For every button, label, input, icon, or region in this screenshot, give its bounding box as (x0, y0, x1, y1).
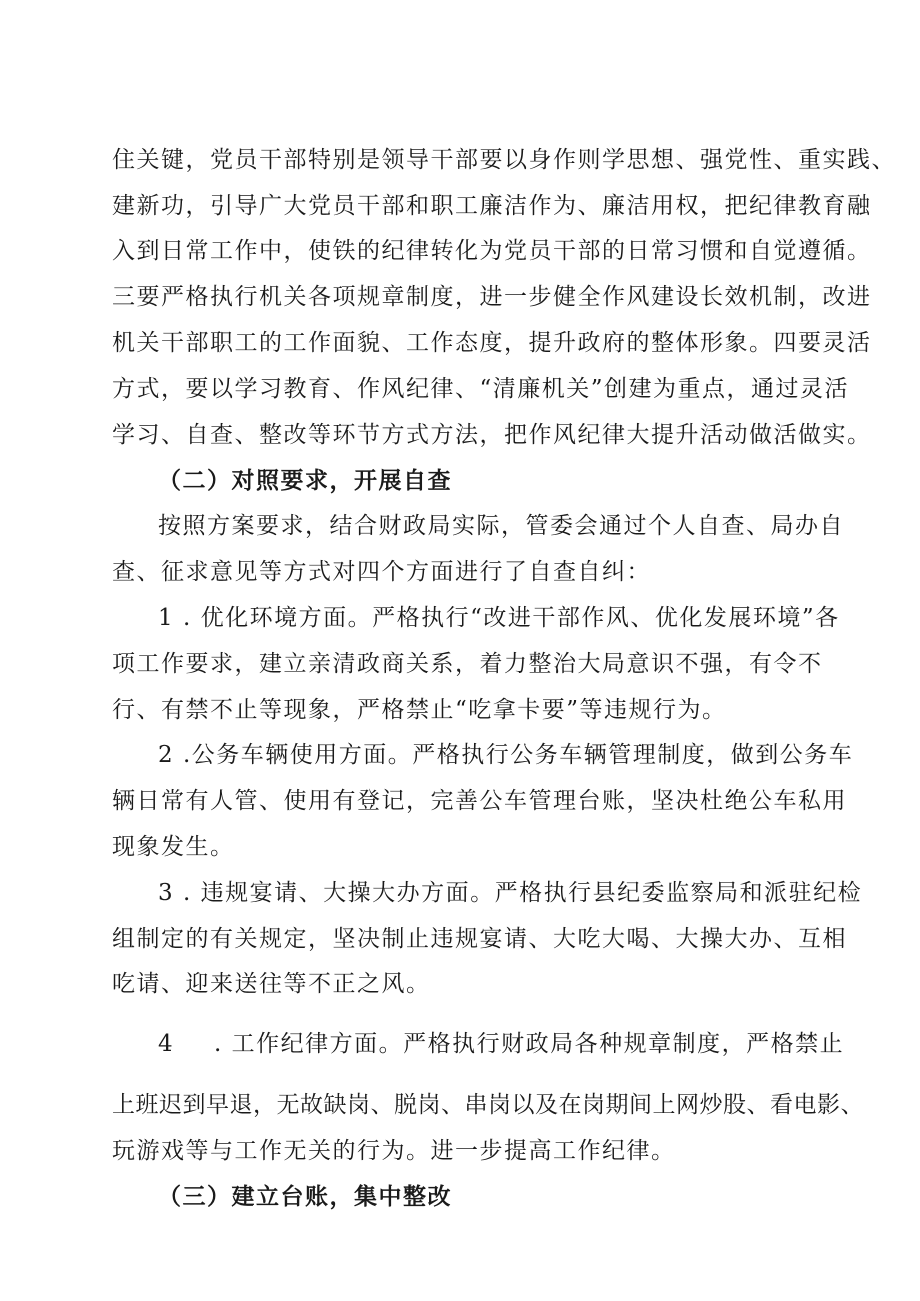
paragraph-line: 建新功，引导广大党员干部和职工廉洁作为、廉洁用权，把纪律教育融 (112, 193, 872, 219)
paragraph-line: 三要严格执行机关各项规章制度，进一步健全作风建设长效机制，改进 (112, 284, 872, 310)
list-item-line: 项工作要求，建立亲清政商关系，着力整治大局意识不强，有令不 (112, 651, 823, 677)
list-item-line: 辆日常有人管、使用有登记，完善公车管理台账，坚决杜绝公车私用 (112, 788, 847, 814)
paragraph-line: 入到日常工作中，使铁的纪律转化为党员干部的日常习惯和自觉遵循。 (112, 238, 872, 264)
list-item-line: 3 . 违规宴请、大操大办方面。严格执行县纪委监察局和派驻纪检 (158, 880, 863, 906)
paragraph-line: 查、征求意见等方式对四个方面进行了自查自纠： (112, 559, 651, 585)
list-item-line: 组制定的有关规定，坚决制止违规宴请、大吃大喝、大操大办、互相 (112, 926, 847, 952)
list-item-line: . 工作纪律方面。严格执行财政局各种规章制度，严格禁止 (214, 1031, 845, 1057)
section-heading: （三）建立台账，集中整改 (158, 1184, 452, 1210)
paragraph-line: 机关干部职工的工作面貌、工作态度，提升政府的整体形象。四要灵活 (112, 330, 872, 356)
list-item-line: 1 . 优化环境方面。严格执行“改进干部作风、优化发展环境”各 (158, 605, 840, 631)
list-item-line: 2 .公务车辆使用方面。严格执行公务车辆管理制度，做到公务车 (158, 742, 854, 768)
section-heading: （二）对照要求，开展自查 (158, 468, 452, 494)
list-item-line: 玩游戏等与工作无关的行为。进一步提高工作纪律。 (112, 1138, 676, 1164)
list-item-line: 现象发生。 (112, 834, 235, 860)
paragraph-line: 按照方案要求，结合财政局实际，管委会通过个人自查、局办自 (158, 513, 844, 539)
list-item-line: 上班迟到早退，无故缺岗、脱岗、串岗以及在岗期间上网炒股、看电影、 (112, 1092, 864, 1118)
list-item-number: 4 (158, 1031, 175, 1057)
list-item-line: 行、有禁不止等现象，严格禁止“吃拿卡要”等违规行为。 (112, 697, 727, 723)
paragraph-line: 学习、自查、整改等环节方式方法，把作风纪律大提升活动做活做实。 (112, 422, 872, 448)
list-item-line: 吃请、迎来送往等不正之风。 (112, 971, 431, 997)
paragraph-line: 住关键，党员干部特别是领导干部要以身作则学思想、强党性、重实践、 (112, 147, 896, 173)
paragraph-line: 方式，要以学习教育、作风纪律、“清廉机关”创建为重点，通过灵活 (112, 376, 850, 402)
